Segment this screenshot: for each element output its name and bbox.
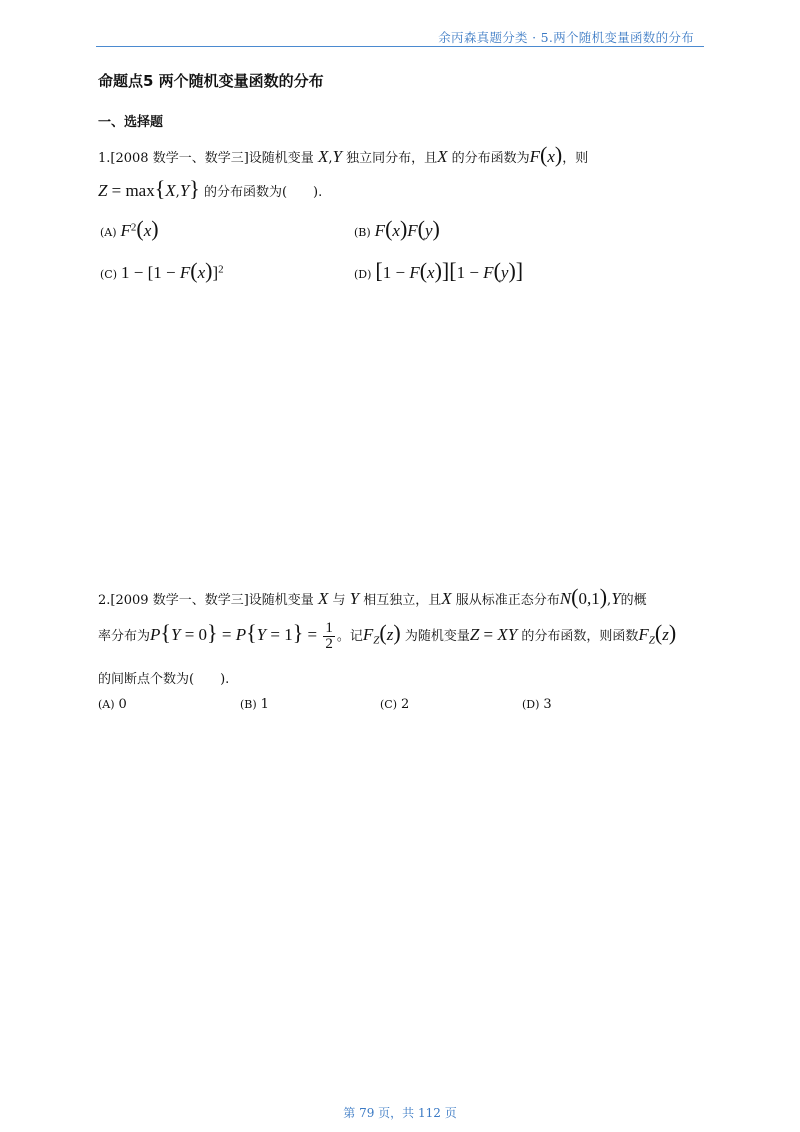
q2-option-c (380, 697, 409, 712)
q1-line1: 1.[2008 数学一、数学三]设随机变量 X,Y 独立同分布，且X 的分布函数为F(x)，则 (98, 142, 589, 167)
q2-line2 (98, 620, 676, 652)
q1-option-b (354, 216, 440, 242)
math: F (120, 221, 131, 240)
math: X (441, 589, 452, 608)
math: ( (419, 258, 428, 283)
math: F (529, 147, 541, 166)
math: Y (332, 147, 342, 166)
math: P (235, 625, 247, 644)
math: Y (611, 589, 621, 608)
math: = 0 (180, 625, 208, 644)
q2-source: [2009 数学一、数学三] (110, 593, 249, 608)
math: X (317, 589, 329, 608)
q2-text: 设随机变量 (248, 593, 314, 608)
math: 1 − (456, 263, 484, 282)
option-label: (D) (522, 698, 540, 711)
q2-text: 率分布为 (98, 629, 151, 644)
q2-number: 2. (98, 593, 111, 608)
q1-option-c (100, 258, 224, 284)
q2-option-d (522, 697, 552, 712)
option-label: (A) (100, 226, 117, 239)
math: ) (205, 258, 213, 283)
math: ( (136, 216, 144, 241)
q2-option-b (240, 697, 269, 712)
option-value: 0 (118, 697, 127, 712)
q1-text: 的分布函数为( ). (203, 185, 323, 200)
math: = (303, 625, 322, 644)
math: ( (385, 216, 393, 241)
math: Y (170, 625, 181, 644)
math: ( (493, 258, 501, 283)
option-label: (A) (98, 698, 115, 711)
option-value: 1 (260, 697, 269, 712)
math: ( (379, 620, 387, 645)
math: Y (349, 589, 360, 608)
q2-text: 的分布函数，则函数 (521, 629, 639, 644)
q1-option-d (354, 258, 523, 284)
math: ) (508, 258, 516, 283)
running-header: 余丙森真题分类 · 5.两个随机变量函数的分布 (438, 30, 694, 45)
math: } (292, 620, 304, 645)
math: XY (497, 625, 518, 644)
math: ( (190, 258, 198, 283)
math: ( (540, 142, 548, 167)
option-label: (B) (240, 698, 257, 711)
math: ) (432, 216, 440, 241)
math: ) (668, 620, 677, 645)
math: x (392, 221, 400, 240)
q2-text: 的概 (620, 593, 647, 608)
math: y (424, 221, 433, 240)
math: F (638, 625, 649, 644)
math: = 1 (266, 625, 293, 644)
math: x (427, 263, 435, 282)
math: { (154, 176, 166, 201)
q1-text: 的分布函数为 (451, 151, 530, 166)
math: { (246, 620, 257, 645)
math: Z (373, 634, 380, 647)
option-label: (B) (354, 226, 371, 239)
math: ) (554, 142, 563, 167)
math: ) (151, 216, 159, 241)
math: F (483, 263, 494, 282)
math: Y (179, 181, 190, 200)
q1-line2: Z = max{X,Y} 的分布函数为( ). (98, 176, 323, 201)
math: ] (212, 263, 219, 282)
header-rule (96, 46, 704, 47)
math: Z (648, 634, 655, 647)
math: ) (599, 584, 608, 609)
q1-option-a (100, 216, 159, 242)
math: = (217, 625, 236, 644)
q1-source: [2008 数学一、数学三] (110, 151, 249, 166)
math: 1 − [1 − (121, 263, 180, 282)
math: X (317, 147, 329, 166)
math: F (179, 263, 191, 282)
math: = (479, 625, 498, 644)
topic-title: 命题点5 两个随机变量函数的分布 (98, 72, 324, 90)
math: y (500, 263, 509, 282)
math: ][ (441, 258, 457, 283)
math: ) (434, 258, 442, 283)
math: N (559, 589, 572, 608)
math: [ (375, 258, 383, 283)
math: X (165, 181, 176, 200)
math: z (662, 625, 669, 644)
q2-text: 服从标准正态分布 (455, 593, 560, 608)
math: Z (469, 625, 480, 644)
option-label: (C) (100, 268, 117, 281)
math: F (374, 221, 386, 240)
math: X (437, 147, 448, 166)
math: F (409, 263, 420, 282)
math: ) (399, 216, 408, 241)
math: ( (571, 584, 579, 609)
q2-text: 与 (332, 593, 346, 608)
math: x (143, 221, 152, 240)
math: P (150, 625, 161, 644)
math: { (160, 620, 171, 645)
q2-line3: 的间断点个数为( ). (98, 672, 230, 687)
q1-text: 独立同分布，且 (346, 151, 438, 166)
q2-text: 为随机变量 (404, 629, 470, 644)
page-number: 第 79 页，共 112 页 (343, 1106, 457, 1120)
option-value: 3 (543, 697, 552, 712)
q2-text: 相互独立，且 (363, 593, 442, 608)
option-value: 2 (401, 697, 410, 712)
q1-number: 1. (98, 151, 111, 166)
math: ] (515, 258, 524, 283)
math: 2 (130, 221, 137, 234)
math: ( (417, 216, 425, 241)
q1-text: ，则 (562, 151, 589, 166)
math: } (207, 620, 218, 645)
math: } (189, 176, 200, 201)
option-label: (D) (354, 268, 372, 281)
math: = max (111, 181, 155, 200)
math: F (362, 625, 374, 644)
fraction: $\frac{1}{2}$ (325, 620, 333, 652)
section-heading: 一、选择题 (98, 115, 164, 130)
math: F (407, 221, 418, 240)
math: x (197, 263, 206, 282)
math: 0,1 (578, 589, 600, 608)
math: Y (256, 625, 267, 644)
math: z (386, 625, 394, 644)
option-label: (C) (380, 698, 397, 711)
math: 1 − (382, 263, 410, 282)
math: Z (98, 181, 108, 200)
q2-text: 。记 (336, 629, 363, 644)
math: ) (393, 620, 401, 645)
math: ( (654, 620, 663, 645)
math: 2 (218, 263, 224, 276)
q2-option-a (98, 697, 127, 712)
math: x (547, 147, 555, 166)
q1-text: 设随机变量 (248, 151, 314, 166)
q2-line1: 2.[2009 数学一、数学三]设随机变量 X 与 Y 相互独立，且X 服从标准正态分布N(0,1),Y的概 (98, 584, 647, 609)
